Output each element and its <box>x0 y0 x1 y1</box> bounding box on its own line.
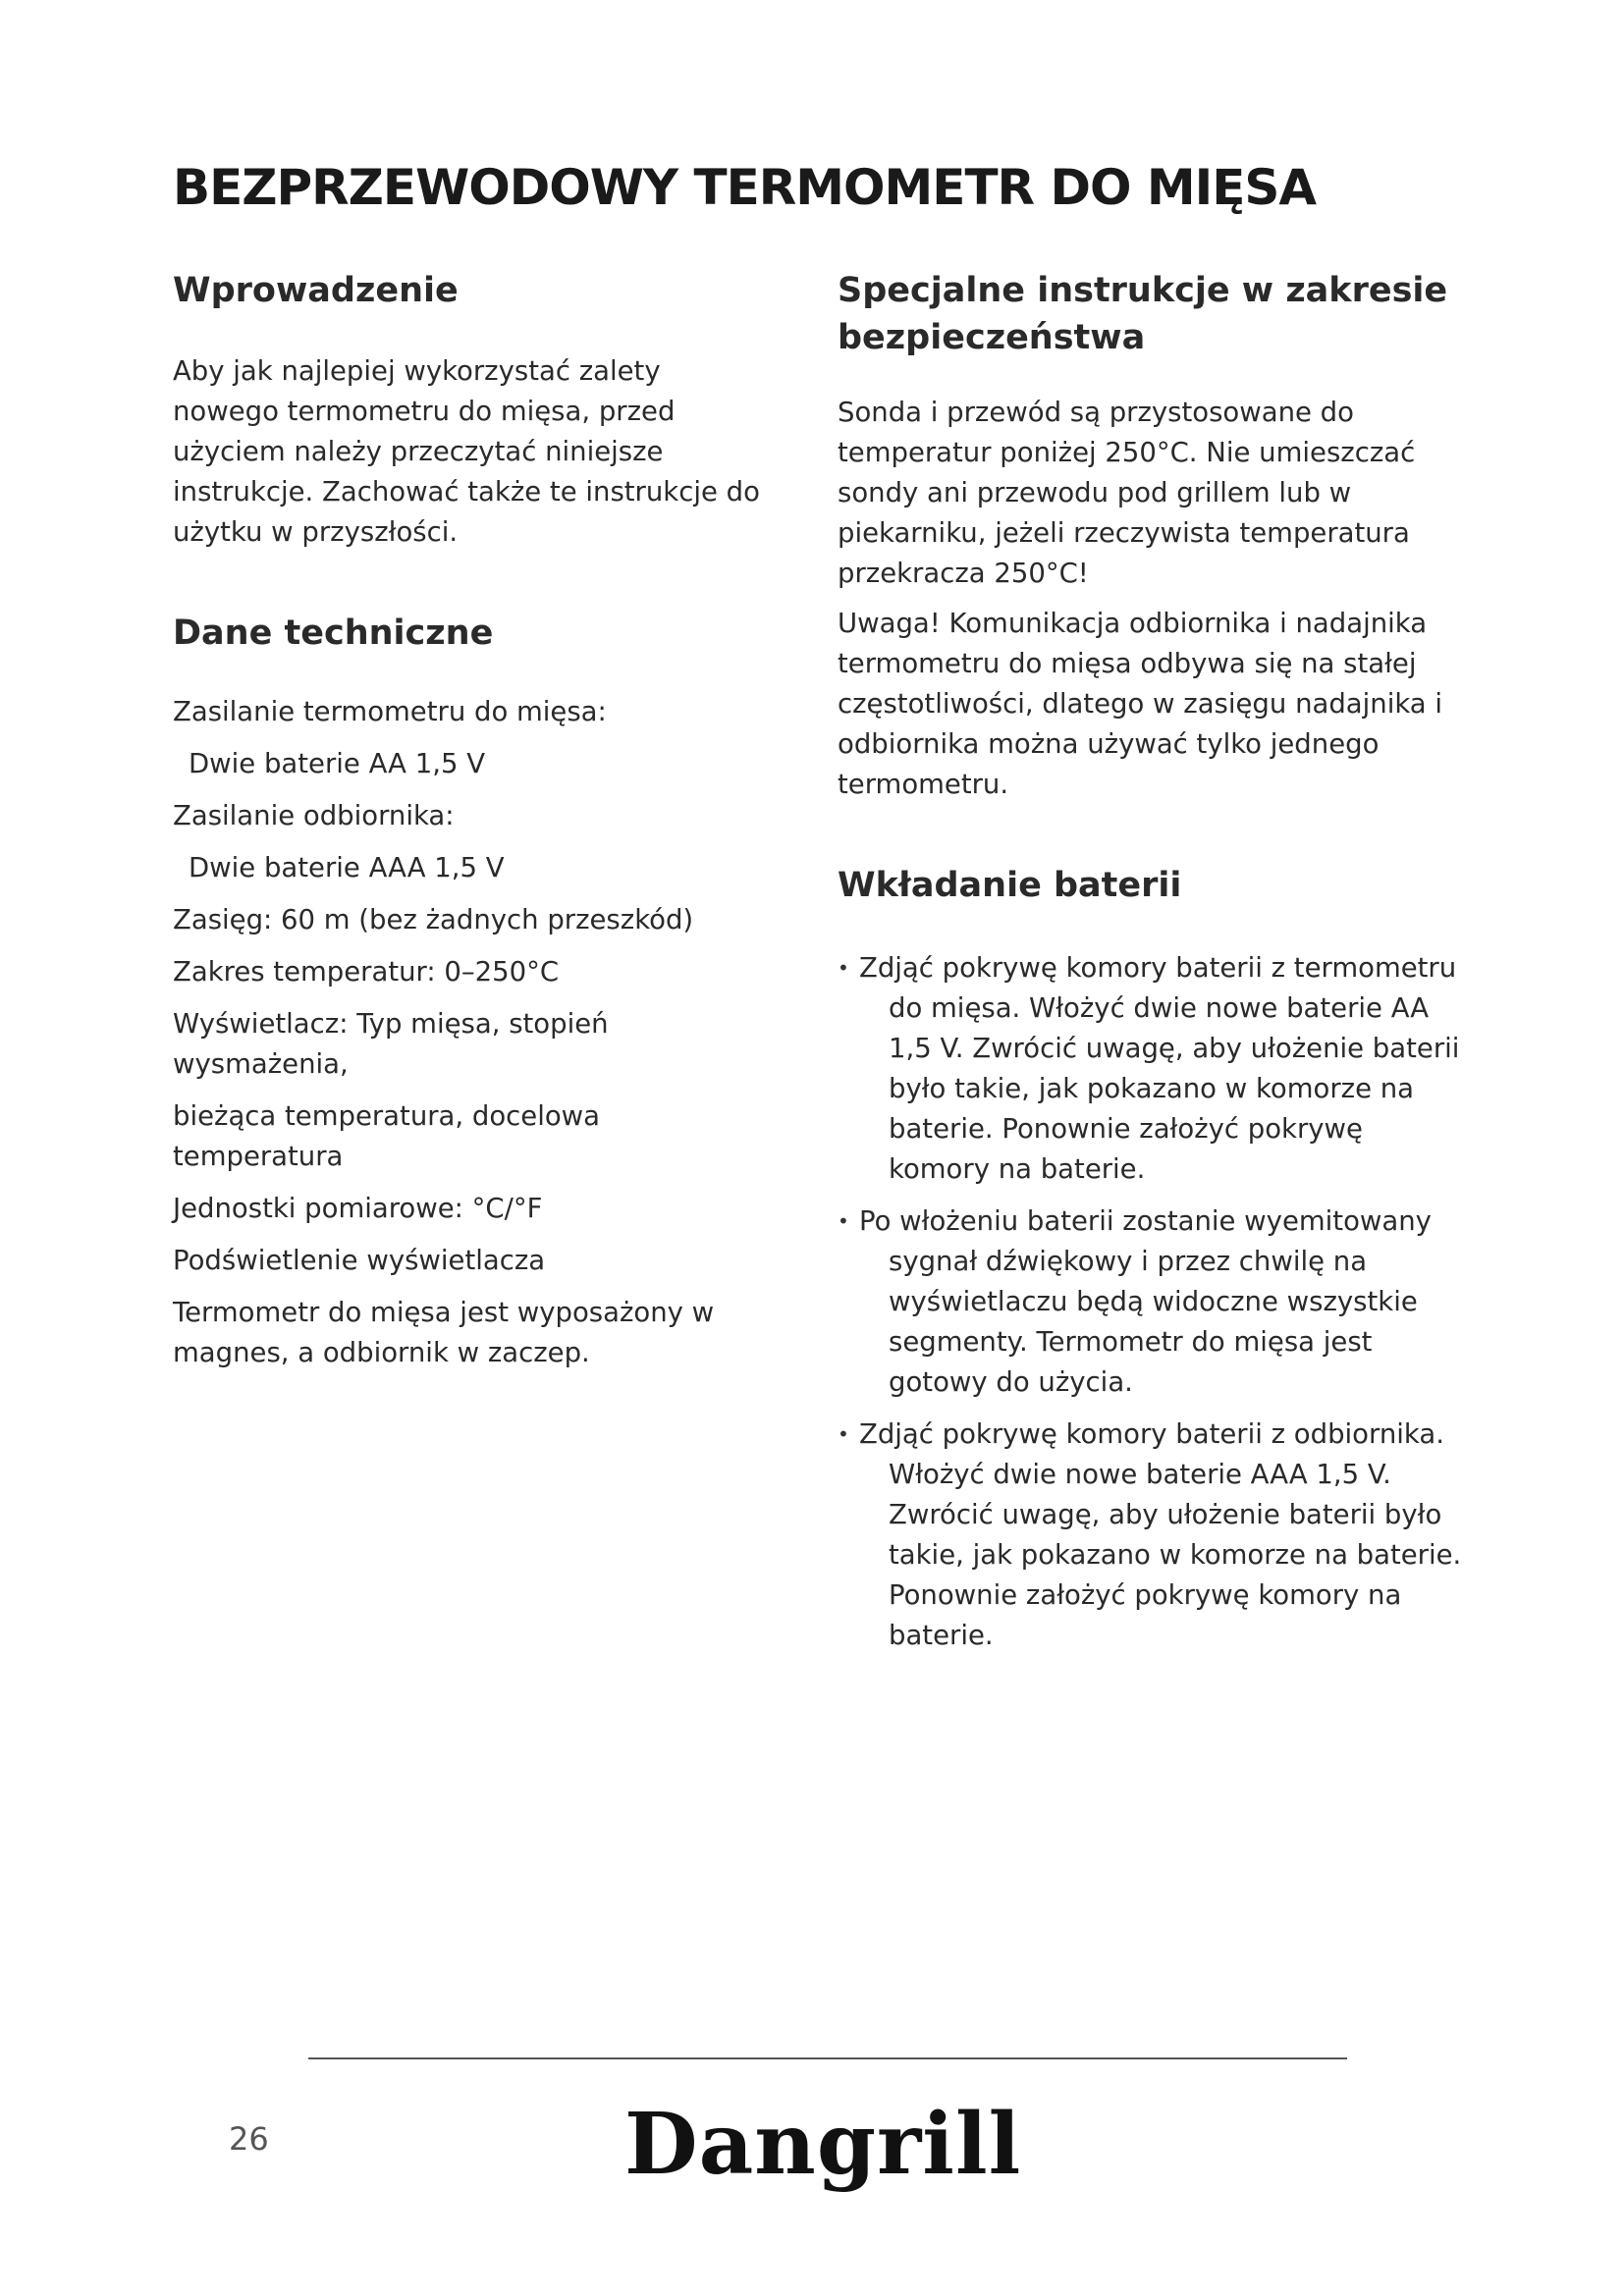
safety-paragraph: Sonda i przewód są przystosowane do temperatur poniżej 250°C. Nie umieszczać sondy ani przewodu pod grillem lub w piekarniku, jeżeli rzeczywista temperatura przekracza 250°C! <box>838 397 1416 589</box>
intro-section <box>173 267 772 553</box>
page-number: 26 <box>229 2120 269 2158</box>
list-item <box>838 1201 1466 1403</box>
bullet-icon: • <box>838 1209 849 1233</box>
safety-section <box>838 267 1466 805</box>
safety-heading: Specjalne instrukcje w zakresie bezpieczeństwa <box>838 271 1448 357</box>
list-item <box>838 948 1466 1190</box>
left-column <box>173 267 772 1385</box>
spec-display: Wyświetlacz: Typ mięsa, stopień wysmażenia, <box>173 1008 609 1080</box>
spec-range: Zasięg: 60 m (bez żadnych przeszkód) <box>173 904 694 935</box>
spec-receiver-power: Zasilanie odbiornika: <box>173 800 455 831</box>
safety-warning-paragraph: Uwaga! Komunikacja odbiornika i nadajnika termometru do mięsa odbywa się na stałej częstotliwości, dlatego w zasięgu nadajnika i odbiornika można używać tylko jednego termometru. <box>838 608 1443 800</box>
bullet-icon: • <box>838 1422 849 1446</box>
battery-heading: Wkładanie baterii <box>838 866 1182 905</box>
spec-probe-batteries: Dwie baterie AA 1,5 V <box>189 748 486 779</box>
battery-steps-list <box>838 948 1466 1656</box>
battery-step-text: Zdjąć pokrywę komory baterii z odbiornika. Włożyć dwie nowe baterie AAA 1,5 V. Zwrócić uwagę, aby ułożenie baterii było takie, jak pokazano w komorze na baterie. Ponownie założyć pokrywę komory na baterie. <box>859 1418 1462 1651</box>
footer-divider <box>308 2057 1347 2059</box>
list-item <box>838 1415 1466 1656</box>
right-column <box>838 267 1466 1668</box>
spec-temp-range: Zakres temperatur: 0–250°C <box>173 956 560 988</box>
tech-section <box>173 610 772 1373</box>
intro-text: Aby jak najlepiej wykorzystać zalety nowego termometru do mięsa, przed użyciem należy przeczytać niniejsze instrukcje. Zachować także te instrukcje do użytku w przyszłości. <box>173 355 760 548</box>
spec-probe-power: Zasilanie termometru do mięsa: <box>173 696 607 727</box>
spec-receiver-batteries: Dwie baterie AAA 1,5 V <box>189 852 505 883</box>
page-title: BEZPRZEWODOWY TERMOMETR DO MIĘSA <box>173 159 1317 216</box>
battery-step-text: Zdjąć pokrywę komory baterii z termometru do mięsa. Włożyć dwie nowe baterie AA 1,5 V. Zwrócić uwagę, aby ułożenie baterii było takie, jak pokazano w komorze na baterie. Ponownie założyć pokrywę komory na baterie. <box>859 952 1460 1185</box>
spec-units: Jednostki pomiarowe: °C/°F <box>173 1193 543 1224</box>
spec-backlight: Podświetlenie wyświetlacza <box>173 1245 546 1276</box>
bullet-icon: • <box>838 956 849 980</box>
tech-heading: Dane techniczne <box>173 614 494 653</box>
intro-heading: Wprowadzenie <box>173 271 459 310</box>
brand-logo: Dangrill <box>624 2095 1022 2194</box>
spec-magnet: Termometr do mięsa jest wyposażony w magnes, a odbiornik w zaczep. <box>173 1297 715 1368</box>
battery-section <box>838 862 1466 1656</box>
battery-step-text: Po włożeniu baterii zostanie wyemitowany sygnał dźwiękowy i przez chwilę na wyświetlaczu będą widoczne wszystkie segmenty. Termometr do mięsa jest gotowy do użycia. <box>859 1205 1432 1398</box>
spec-display-cont: bieżąca temperatura, docelowa temperatura <box>173 1100 601 1172</box>
